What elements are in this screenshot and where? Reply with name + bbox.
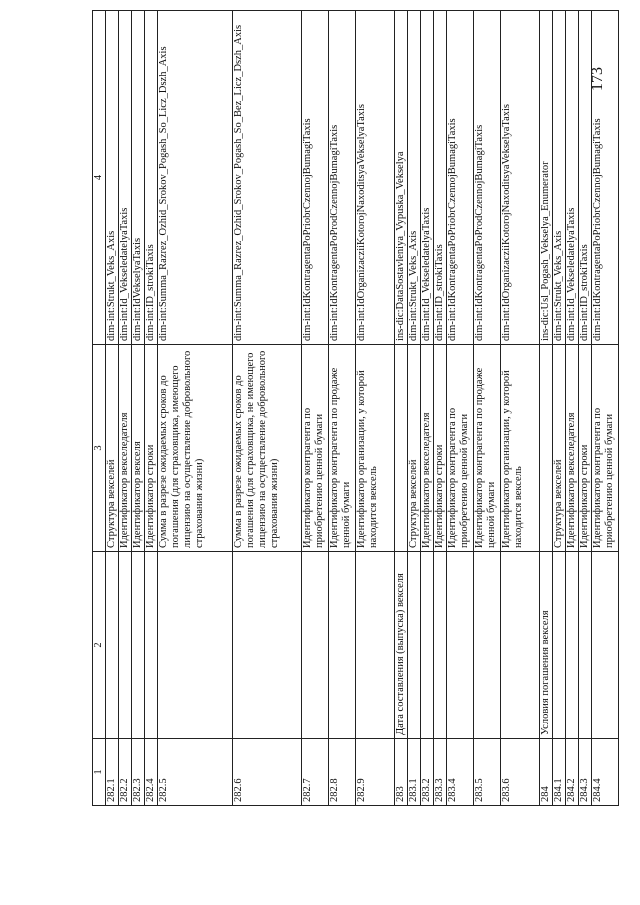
row-code: dim-int:IdKontragentaPoPriobrCzennojBumagiTaxis xyxy=(447,11,474,345)
row-name xyxy=(302,552,329,739)
row-description: Идентификатор строки xyxy=(434,345,447,552)
row-code: dim-int:Id_VekseledatelyaTaxis xyxy=(119,11,132,345)
header-col-2: 2 xyxy=(93,552,106,739)
row-description xyxy=(540,345,553,552)
row-code: dim-int:IdOrganizacziiKotorojNaxoditsyaVekselyaTaxis xyxy=(356,11,395,345)
row-number: 283.5 xyxy=(474,739,501,806)
row-code: dim-int:IdOrganizacziiKotorojNaxoditsyaVekselyaTaxis xyxy=(501,11,540,345)
row-number: 283.1 xyxy=(408,739,421,806)
table-row xyxy=(566,11,579,806)
row-code: dim-int:IdKontragentaPoProdCzennojBumagiTaxis xyxy=(329,11,356,345)
row-name xyxy=(356,552,395,739)
row-code: dim-int:IdKontragentaPoPriobrCzennojBumagiTaxis xyxy=(302,11,329,345)
table-row xyxy=(106,11,119,806)
row-name xyxy=(474,552,501,739)
row-number: 283.3 xyxy=(434,739,447,806)
table-row xyxy=(395,11,408,806)
table-row xyxy=(434,11,447,806)
row-description: Структура векселей xyxy=(408,345,421,552)
row-code: dim-int:IdVekselyaTaxis xyxy=(132,11,145,345)
row-code: ins-dic:DataSostavleniya_Vypuska_Vekselya xyxy=(395,11,408,345)
row-number: 282.1 xyxy=(106,739,119,806)
row-description: Идентификатор организации, у которой находится вексель xyxy=(356,345,395,552)
page-number: 173 xyxy=(589,67,606,91)
row-description: Идентификатор контрагента по продаже ценной бумаги xyxy=(329,345,356,552)
row-name xyxy=(501,552,540,739)
row-name xyxy=(579,552,592,739)
row-name xyxy=(106,552,119,739)
table-row xyxy=(579,11,592,806)
table-row xyxy=(145,11,158,806)
row-number: 282.3 xyxy=(132,739,145,806)
row-description: Структура векселей xyxy=(553,345,566,552)
table-row xyxy=(132,11,145,806)
row-description: Сумма в разрезе ожидаемых сроков до погашения (для страховщика, не имеющего лицензию на осуществление добровольного страхования жизни) xyxy=(233,345,302,552)
table-header-row xyxy=(93,11,106,806)
row-description: Идентификатор строки xyxy=(579,345,592,552)
row-code: dim-int:IdKontragentaPoProdCzennojBumagiTaxis xyxy=(474,11,501,345)
table-row xyxy=(540,11,553,806)
row-description: Идентификатор векселедателя xyxy=(421,345,434,552)
table-row xyxy=(158,11,233,806)
row-number: 282.6 xyxy=(233,739,302,806)
row-number: 284 xyxy=(540,739,553,806)
row-code: dim-int:Id_VekseledatelyaTaxis xyxy=(421,11,434,345)
row-name xyxy=(421,552,434,739)
row-number: 282.4 xyxy=(145,739,158,806)
row-code: ins-dic:Usl_Pogash_Vekselya_Enumerator xyxy=(540,11,553,345)
row-code: dim-int:IdKontragentaPoPriobrCzennojBumagiTaxis xyxy=(592,11,619,345)
row-code: dim-int:Strukt_Veks_Axis xyxy=(408,11,421,345)
table-row xyxy=(302,11,329,806)
row-name xyxy=(447,552,474,739)
row-code: dim-int:Summa_Razrez_Ozhid_Srokov_Pogash_So_Licz_Dszh_Axis xyxy=(158,11,233,345)
row-description: Идентификатор контрагента по приобретению ценной бумаги xyxy=(447,345,474,552)
row-number: 282.5 xyxy=(158,739,233,806)
row-name xyxy=(145,552,158,739)
row-description: Идентификатор организации, у которой находится вексель xyxy=(501,345,540,552)
table-row xyxy=(501,11,540,806)
row-description: Идентификатор контрагента по приобретению ценной бумаги xyxy=(302,345,329,552)
row-number: 282.7 xyxy=(302,739,329,806)
row-code: dim-int:Strukt_Veks_Axis xyxy=(106,11,119,345)
row-name xyxy=(434,552,447,739)
row-code: dim-int:ID_strokiTaxis xyxy=(579,11,592,345)
row-description: Идентификатор контрагента по приобретению ценной бумаги xyxy=(592,345,619,552)
row-name xyxy=(408,552,421,739)
row-number: 284.3 xyxy=(579,739,592,806)
row-number: 284.2 xyxy=(566,739,579,806)
row-name xyxy=(233,552,302,739)
row-number: 283.2 xyxy=(421,739,434,806)
table-row xyxy=(356,11,395,806)
row-description: Идентификатор строки xyxy=(145,345,158,552)
row-name xyxy=(119,552,132,739)
header-col-1: 1 xyxy=(93,739,106,806)
classifier-table xyxy=(92,10,619,806)
row-description: Идентификатор векселедателя xyxy=(566,345,579,552)
table-row xyxy=(421,11,434,806)
table-row xyxy=(447,11,474,806)
row-description: Идентификатор контрагента по продаже ценной бумаги xyxy=(474,345,501,552)
row-name xyxy=(132,552,145,739)
table-row xyxy=(233,11,302,806)
row-name xyxy=(592,552,619,739)
row-number: 284.1 xyxy=(553,739,566,806)
row-code: dim-int:Strukt_Veks_Axis xyxy=(553,11,566,345)
row-description: Идентификатор векселя xyxy=(132,345,145,552)
row-number: 283 xyxy=(395,739,408,806)
row-code: dim-int:Id_VekseledatelyaTaxis xyxy=(566,11,579,345)
table-row xyxy=(329,11,356,806)
row-name xyxy=(329,552,356,739)
table-row xyxy=(592,11,619,806)
row-name: Дата составления (выпуска) векселя xyxy=(395,552,408,739)
table-row xyxy=(474,11,501,806)
row-code: dim-int:Summa_Razrez_Ozhid_Srokov_Pogash_So_Bez_Licz_Dszh_Axis xyxy=(233,11,302,345)
row-name xyxy=(566,552,579,739)
row-number: 282.9 xyxy=(356,739,395,806)
row-name xyxy=(553,552,566,739)
row-number: 282.8 xyxy=(329,739,356,806)
row-description: Структура векселей xyxy=(106,345,119,552)
row-code: dim-int:ID_strokiTaxis xyxy=(145,11,158,345)
table-row xyxy=(408,11,421,806)
row-number: 282.2 xyxy=(119,739,132,806)
row-description: Сумма в разрезе ожидаемых сроков до погашения (для страховщика, имеющего лицензию на осуществление добровольного страхования жизни) xyxy=(158,345,233,552)
row-number: 283.6 xyxy=(501,739,540,806)
row-code: dim-int:ID_strokiTaxis xyxy=(434,11,447,345)
row-description xyxy=(395,345,408,552)
header-col-4: 4 xyxy=(93,11,106,345)
table-row xyxy=(119,11,132,806)
row-number: 283.4 xyxy=(447,739,474,806)
table-row xyxy=(553,11,566,806)
row-name: Условия погашения векселя xyxy=(540,552,553,739)
row-number: 284.4 xyxy=(592,739,619,806)
row-name xyxy=(158,552,233,739)
row-description: Идентификатор векселедателя xyxy=(119,345,132,552)
header-col-3: 3 xyxy=(93,345,106,552)
